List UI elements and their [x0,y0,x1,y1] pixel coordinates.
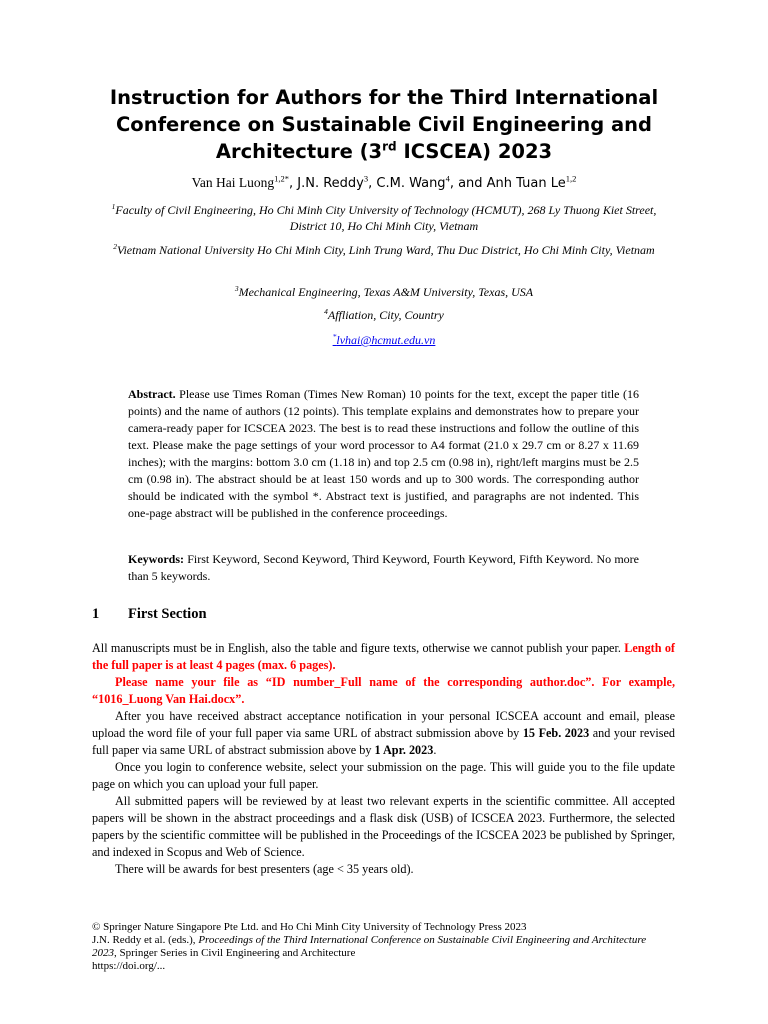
paragraph-3 [92,708,675,759]
citation-post: , Springer Series in Civil Engineering and Architecture [114,947,356,959]
author-list [60,174,708,193]
citation-title: Proceedings of the Third International Conference on Sustainable Civil Engineering and Architecture 2023 [92,934,647,959]
paragraph-1-text: All manuscripts must be in English, also the table and figure texts, otherwise we cannot publish your paper. [92,641,625,655]
keywords [128,551,639,585]
paragraph-3-text-e: . [433,743,437,757]
keywords-label: Keywords: [128,552,184,566]
affiliation-3-sup: 3 [234,284,239,293]
paragraph-6: There will be awards for best presenters (age < 35 years old). [115,862,414,876]
affiliation-2-text: Vietnam National University Ho Chi Minh City, Linh Trung Ward, Thu Duc District, Ho Chi Minh City, Vietnam [117,243,655,257]
title-line-3-pre: Architecture (3 [215,140,383,163]
affiliation-4 [100,307,668,323]
title-line-2: Conference on Sustainable Civil Engineering and [115,113,653,136]
affiliation-3 [100,284,668,300]
abstract-text: Please use Times Roman (Times New Roman) 10 points for the text, except the paper title (16 points) and the name of authors (12 points). This template explains and demonstrates how to prepare your camera-ready paper for ICSCEA 2023. The best is to read these instructions and follow the outline of this text. Please make the page settings of your word processor to A4 format (21.0 x 29.7 cm or 8.27 x 11.69 inches); with the margins: bottom 3.0 cm (1.18 in) and top 2.5 cm (0.98 in), right/left margins must be 2.5 cm (0.98 in). The abstract should be at least 150 words and up to 300 words. The corresponding author should be indicated with the symbol *. Abstract text is justified, and paragraphs are not indented. This one-page abstract will be published in the conference proceedings. [128,387,639,520]
deadline-revised-paper: 1 Apr. 2023 [374,743,434,757]
title-superscript: rd [382,139,397,154]
paragraph-1-highlight: Length of the full paper is at least 4 pages (max. 6 pages). [92,641,675,672]
author-3-sup: 4 [445,173,450,184]
author-3: , C.M. Wang [368,176,446,191]
title-line-1: Instruction for Authors for the Third International [109,86,659,109]
citation-pre: J.N. Reddy et al. (eds.), [92,934,199,946]
affiliation-1-sup: 1 [111,202,116,211]
citation-line [92,934,652,960]
affiliation-1-text: Faculty of Civil Engineering, Ho Chi Minh City University of Technology (HCMUT), 268 Ly Thuong Kiet Street, District 10, Ho Chi Minh City, Vietnam [115,203,657,233]
doi-line: https://doi.org/... [92,960,166,972]
author-1: Van Hai Luong [191,175,275,190]
paragraph-4: Once you login to conference website, select your submission on the page. This will guide you to the file update page on which you can upload your full paper. [92,760,675,791]
affiliation-1 [100,202,668,234]
section-body [92,640,675,878]
section-title: First Section [128,606,207,622]
copyright-footer [92,921,652,973]
section-heading [92,606,207,623]
copyright-line: © Springer Nature Singapore Pte Ltd. and Ho Chi Minh City University of Technology Press 2023 [92,921,527,933]
abstract-label: Abstract. [128,387,176,401]
title-line-3-post: ICSCEA) 2023 [396,140,553,163]
affiliation-2-sup: 2 [113,242,118,251]
email-text: lvhai@hcmut.edu.vn [336,333,436,347]
paragraph-3-text-a: After you have received abstract acceptance notification in your personal ICSCEA account and email, please upload the word file of your full paper via same URL of abstract submission above by [92,709,675,740]
abstract [128,386,639,522]
author-2: , J.N. Reddy [289,176,364,191]
keywords-text: First Keyword, Second Keyword, Third Keyword, Fourth Keyword, Fifth Keyword. No more than 5 keywords. [128,552,639,583]
affiliation-2 [100,242,668,258]
paragraph-5: All submitted papers will be reviewed by at least two relevant experts in the scientific committee. All accepted papers will be shown in the abstract proceedings and a flask disk (USB) of ICSCEA 2023. Furthermore, the selected papers by the scientific committee will be published in the Proceedings of the ICSCEA 2023 be published by Springer, and indexed in Scopus and Web of Science. [92,794,675,859]
paper-title [60,84,708,165]
paragraph-3-text-c: and your revised full paper via same URL of abstract submission above by [92,726,675,757]
corresponding-email-link[interactable] [100,332,668,348]
paragraph-1 [92,640,675,674]
deadline-full-paper: 15 Feb. 2023 [522,726,590,740]
title-line-3 [60,138,708,165]
author-4-sup: 1,2 [565,173,577,184]
author-4: , and Anh Tuan Le [449,176,566,191]
affiliation-4-text: Affliation, City, Country [327,308,444,322]
email-sup: * [332,332,337,341]
author-1-sup: 1,2* [274,173,289,184]
author-2-sup: 3 [363,173,369,184]
section-number: 1 [92,606,100,622]
paragraph-2-highlight: Please name your file as “ID number_Full name of the corresponding author.doc”. For example, “1016_Luong Van Hai.docx”. [92,675,675,706]
affiliation-4-sup: 4 [324,307,328,316]
affiliation-3-text: Mechanical Engineering, Texas A&M University, Texas, USA [238,285,534,299]
